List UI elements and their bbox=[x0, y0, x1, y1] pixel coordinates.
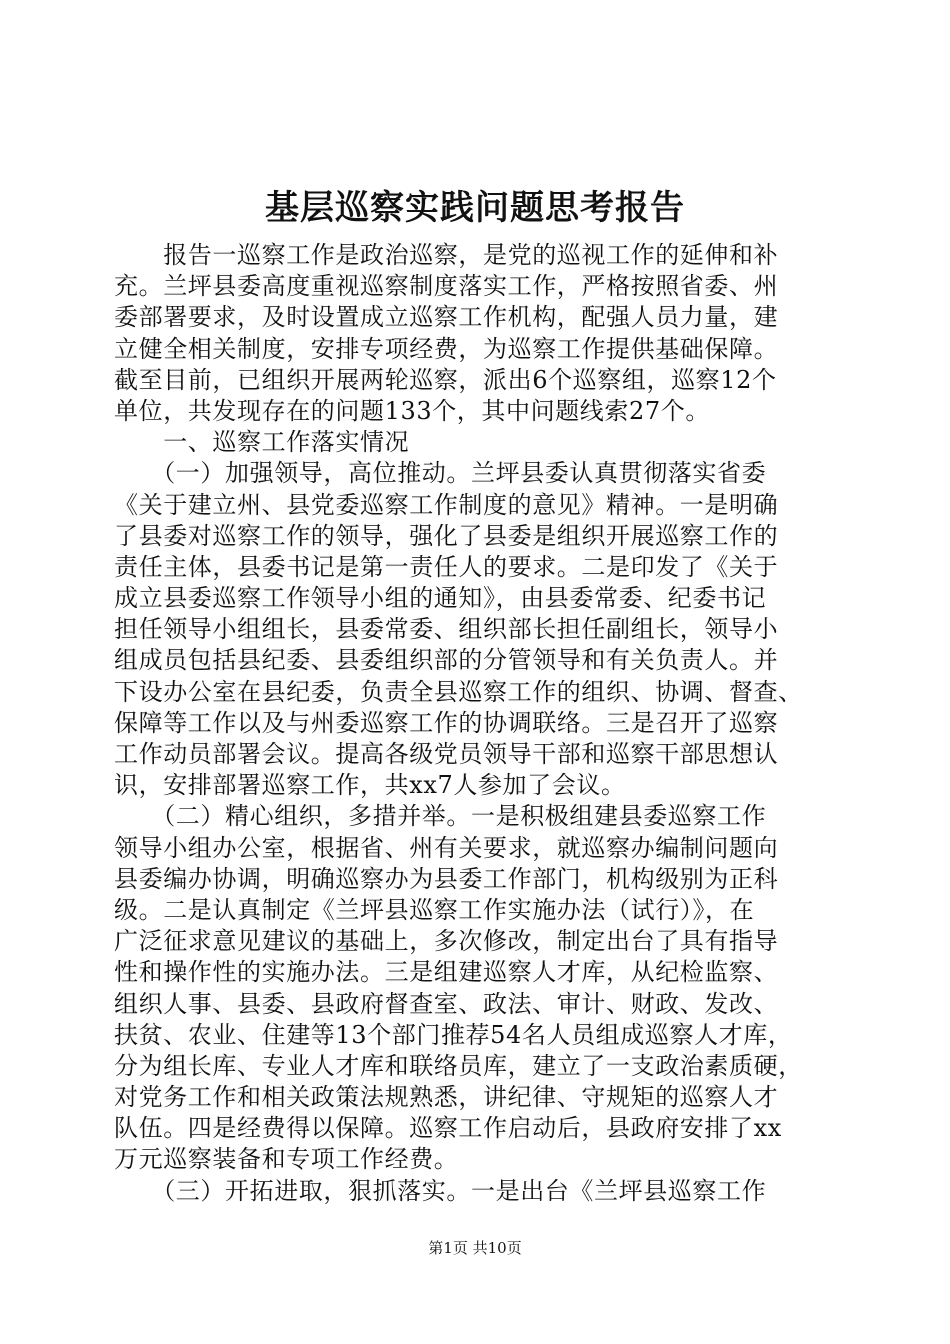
page-footer: 第1页 共10页 bbox=[428, 1239, 522, 1257]
document-title: 基层巡察实践问题思考报告 bbox=[265, 188, 685, 228]
body-line: 立健全相关制度，安排专项经费，为巡察工作提供基础保障。 bbox=[114, 334, 779, 363]
body-line: 识，安排部署巡察工作，共xx7人参加了会议。 bbox=[114, 771, 626, 800]
body-line: 委部署要求，及时设置成立巡察工作机构，配强人员力量，建 bbox=[114, 303, 779, 332]
body-line: 保障等工作以及与州委巡察工作的协调联络。三是召开了巡察 bbox=[114, 708, 779, 737]
body-line: 成立县委巡察工作领导小组的通知》，由县委常委、纪委书记 bbox=[114, 584, 767, 613]
body-line: （一）加强领导，高位推动。兰坪县委认真贯彻落实省委 bbox=[114, 459, 767, 488]
body-line: 组织人事、县委、县政府督查室、政法、审计、财政、发改、 bbox=[114, 989, 779, 1018]
body-line: 领导小组办公室，根据省、州有关要求，就巡察办编制问题向 bbox=[114, 833, 779, 862]
body-line: 性和操作性的实施办法。三是组建巡察人才库，从纪检监察、 bbox=[114, 958, 779, 987]
body-line: 级。二是认真制定《兰坪县巡察工作实施办法（试行）》，在 bbox=[114, 895, 755, 924]
body-line: 分为组长库、专业人才库和联络员库，建立了一支政治素质硬， bbox=[114, 1051, 803, 1080]
body-line: 对党务工作和相关政策法规熟悉，讲纪律、守规矩的巡察人才 bbox=[114, 1083, 779, 1112]
body-line: 责任主体，县委书记是第一责任人的要求。二是印发了《关于 bbox=[114, 552, 779, 581]
body-line: 万元巡察装备和专项工作经费。 bbox=[114, 1145, 459, 1174]
body-line: 扶贫、农业、住建等13个部门推荐54名人员组成巡察人才库， bbox=[114, 1020, 793, 1049]
body-line: 组成员包括县纪委、县委组织部的分管领导和有关负责人。并 bbox=[114, 646, 779, 675]
body-line: 广泛征求意见建议的基础上，多次修改，制定出台了具有指导 bbox=[114, 927, 779, 956]
body-line: 截至目前，已组织开展两轮巡察，派出6个巡察组，巡察12个 bbox=[114, 365, 777, 394]
body-line: 队伍。四是经费得以保障。巡察工作启动后，县政府安排了xx bbox=[114, 1114, 782, 1143]
body-line: （二）精心组织，多措并举。一是积极组建县委巡察工作 bbox=[114, 802, 767, 831]
body-line: 充。兰坪县委高度重视巡察制度落实工作，严格按照省委、州 bbox=[114, 272, 779, 301]
body-line: 了县委对巡察工作的领导，强化了县委是组织开展巡察工作的 bbox=[114, 521, 779, 550]
body-line: 县委编办协调，明确巡察办为县委工作部门，机构级别为正科 bbox=[114, 864, 779, 893]
body-line: 《关于建立州、县党委巡察工作制度的意见》精神。一是明确 bbox=[114, 490, 779, 519]
document-body bbox=[114, 240, 844, 1207]
body-line: 工作动员部署会议。提高各级党员领导干部和巡察干部思想认 bbox=[114, 740, 779, 768]
body-line: 单位，共发现存在的问题133个，其中问题线索27个。 bbox=[114, 396, 710, 425]
body-line: 下设办公室在县纪委，负责全县巡察工作的组织、协调、督查、 bbox=[114, 677, 803, 706]
body-line: 一、巡察工作落实情况 bbox=[114, 428, 410, 457]
body-line: （三）开拓进取，狠抓落实。一是出台《兰坪县巡察工作 bbox=[114, 1176, 767, 1205]
body-line: 担任领导小组组长，县委常委、组织部长担任副组长，领导小 bbox=[114, 615, 779, 644]
body-line: 报告一巡察工作是政治巡察，是党的巡视工作的延伸和补 bbox=[114, 241, 779, 269]
